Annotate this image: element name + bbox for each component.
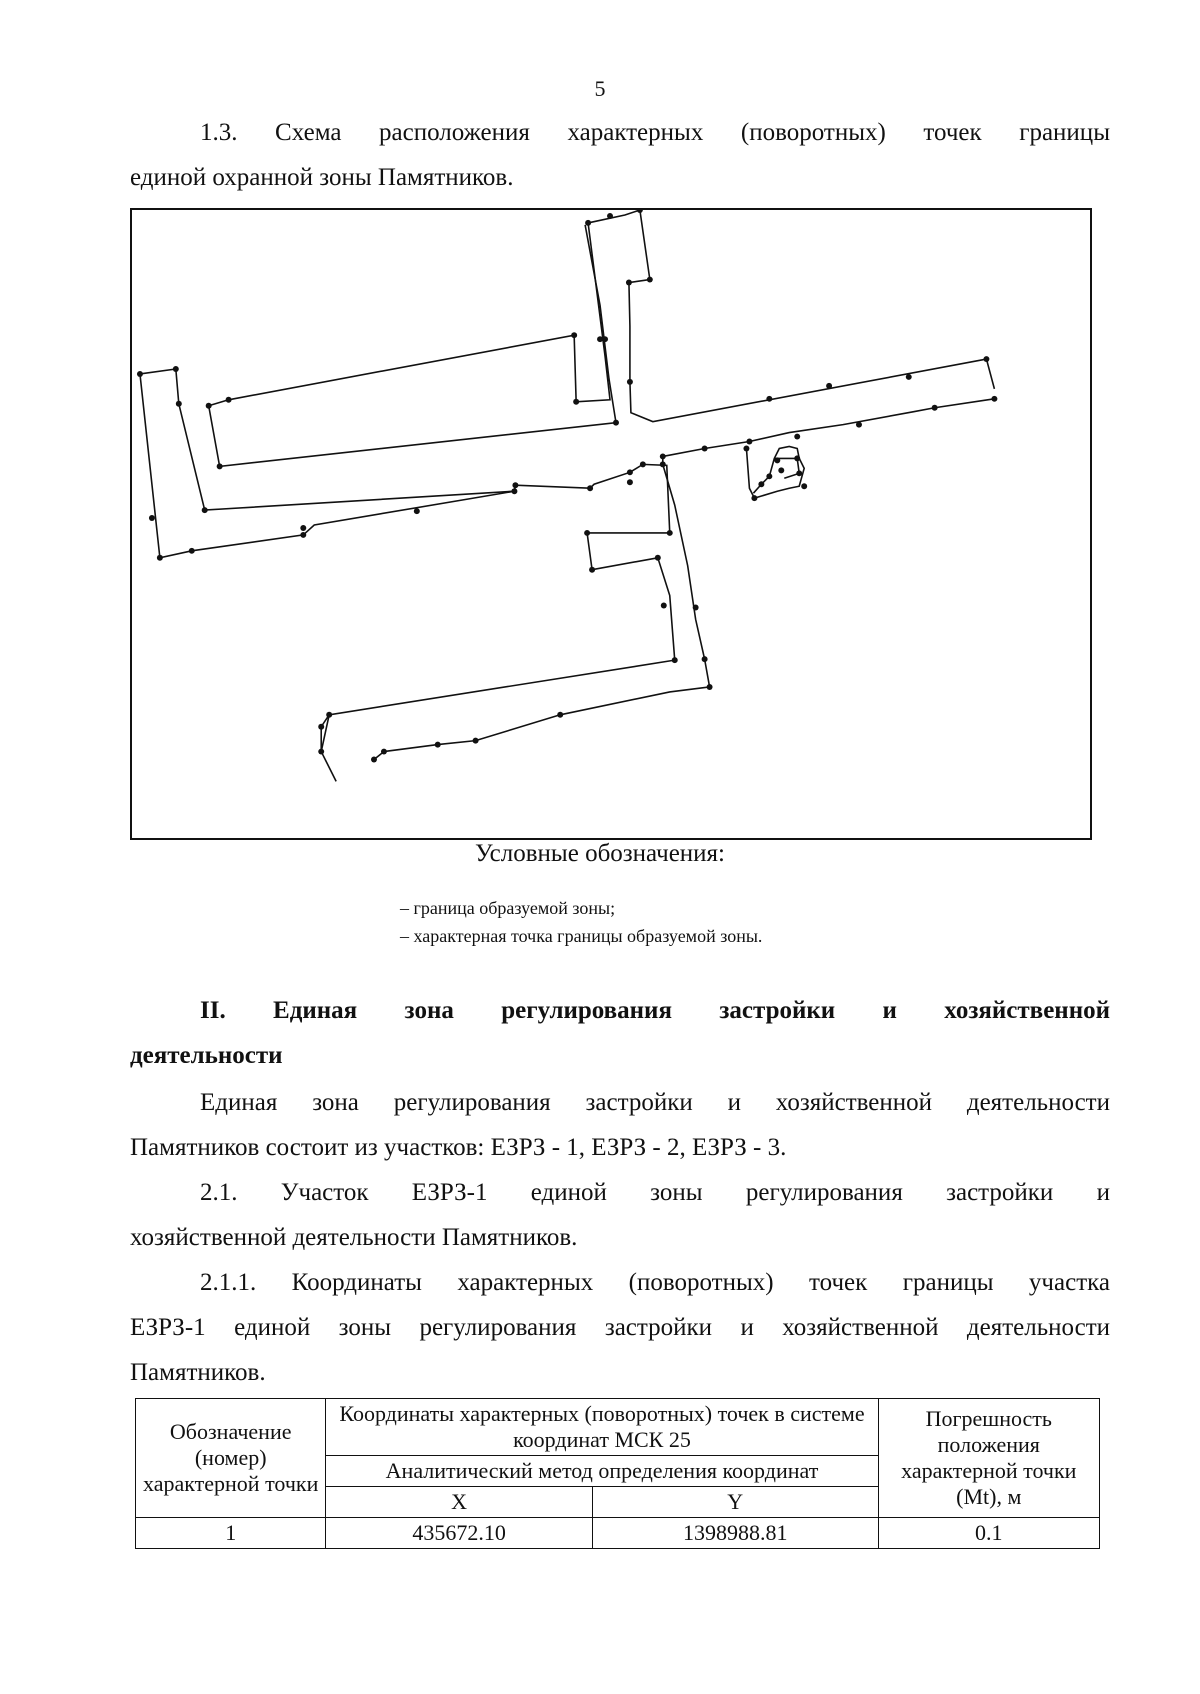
boundary-point [991, 396, 997, 402]
boundary-point [512, 482, 518, 488]
header-point-designation: Обозначение (номер) характерной точки [136, 1399, 326, 1518]
boundary-point [602, 336, 608, 342]
section-2-1-1-line-2: ЕЗРЗ-1 единой зоны регулирования застройки и хозяйственной деятельности [130, 1314, 1110, 1341]
boundary-outline [746, 446, 804, 498]
cell-mt: 0.1 [878, 1518, 1099, 1549]
boundary-map-svg [132, 210, 1090, 838]
boundary-point [794, 455, 800, 461]
boundary-point [202, 507, 208, 513]
header-coordinates: Координаты характерных (поворотных) точек в системе координат МСК 25 [326, 1399, 878, 1456]
boundary-point [640, 461, 646, 467]
boundary-point [149, 515, 155, 521]
boundary-point [206, 403, 212, 409]
boundary-point [826, 383, 832, 389]
section-1-3-line-1: 1.3. Схема расположения характерных (поворотных) точек границы [200, 119, 1110, 146]
boundary-point [932, 405, 938, 411]
boundary-point [173, 366, 179, 372]
boundary-point [627, 469, 633, 475]
boundary-point [856, 422, 862, 428]
boundary-points [137, 210, 997, 762]
boundary-point [758, 481, 764, 487]
boundary-point [571, 332, 577, 338]
boundary-point [157, 555, 163, 561]
boundary-outline [140, 369, 675, 781]
header-x: X [326, 1487, 592, 1518]
boundary-outline [140, 374, 514, 558]
boundary-point [751, 495, 757, 501]
boundary-point [672, 657, 678, 663]
boundary-point [778, 467, 784, 473]
boundary-point [801, 483, 807, 489]
boundary-outline [374, 464, 710, 759]
boundary-point [906, 374, 912, 380]
boundary-point [318, 749, 324, 755]
cell-x: 435672.10 [326, 1518, 592, 1549]
legend-boundary-point: – характерная точка границы образуемой зоны. [400, 926, 763, 946]
boundary-point [189, 548, 195, 554]
cell-point: 1 [136, 1518, 326, 1549]
legend-boundary-line: – граница образуемой зоны; [400, 898, 616, 918]
header-position-error: Погрешность положения характерной точки (Mt), м [878, 1399, 1099, 1518]
boundary-point [702, 656, 708, 662]
boundary-point [627, 479, 633, 485]
boundary-point [661, 603, 667, 609]
coordinates-table [135, 1398, 1100, 1549]
boundary-point [573, 399, 579, 405]
section-2-1-line-1: 2.1. Участок ЕЗРЗ-1 единой зоны регулирования застройки и [200, 1179, 1110, 1206]
boundary-point [647, 277, 653, 283]
boundary-point [627, 379, 633, 385]
section-2-1-1-line-3: Памятников. [130, 1359, 266, 1386]
boundary-point [587, 485, 593, 491]
boundary-point [660, 461, 666, 467]
boundary-point [589, 567, 595, 573]
section-1-3-line-2: единой охранной зоны Памятников. [130, 164, 514, 191]
cell-y: 1398988.81 [592, 1518, 878, 1549]
section-2-text-line-2: Памятников состоит из участков: ЕЗРЗ - 1, ЕЗРЗ - 2, ЕЗРЗ - 3. [130, 1134, 787, 1161]
boundary-point [707, 684, 713, 690]
boundary-point [746, 439, 752, 445]
boundary-point [743, 446, 749, 452]
boundary-point [626, 280, 632, 286]
boundary-point [176, 401, 182, 407]
boundary-point [584, 530, 590, 536]
boundary-point [473, 738, 479, 744]
boundary-point [300, 532, 306, 538]
boundary-point [613, 420, 619, 426]
boundary-point [702, 446, 708, 452]
boundary-point [585, 220, 591, 226]
section-2-heading [130, 988, 1110, 1078]
table-row [136, 1518, 1100, 1549]
header-method: Аналитический метод определения координат [326, 1456, 878, 1487]
boundary-point [796, 470, 802, 476]
section-2-1-line-2: хозяйственной деятельности Памятников. [130, 1224, 578, 1251]
boundary-point [318, 724, 324, 730]
section-1-3-paragraph [130, 110, 1110, 200]
boundary-point [226, 397, 232, 403]
section-2-1-paragraph [130, 1170, 1110, 1260]
boundary-point [766, 473, 772, 479]
boundary-point [794, 434, 800, 440]
boundary-point [381, 749, 387, 755]
boundary-point [655, 555, 661, 561]
boundary-point [667, 530, 673, 536]
boundary-point [660, 453, 666, 459]
section-2-heading-line-1: II. Единая зона регулирования застройки и хозяйственной [200, 997, 1110, 1024]
boundary-point [693, 604, 699, 610]
section-2-heading-line-2: деятельности [130, 1042, 283, 1069]
boundary-point [983, 356, 989, 362]
boundary-point [300, 525, 306, 531]
boundary-outline [209, 225, 616, 466]
boundary-point [607, 213, 613, 219]
boundary-point [557, 712, 563, 718]
boundary-point [637, 210, 643, 213]
section-2-1-1-line-1: 2.1.1. Координаты характерных (поворотных) точек границы участка [200, 1269, 1110, 1296]
page-number: 5 [594, 76, 606, 101]
boundary-point [217, 463, 223, 469]
zone-boundary-scheme [130, 208, 1092, 840]
boundary-point [326, 712, 332, 718]
boundary-lines [140, 210, 994, 781]
boundary-point [774, 457, 780, 463]
boundary-point [371, 757, 377, 763]
section-2-text-line-1: Единая зона регулирования застройки и хозяйственной деятельности [200, 1089, 1110, 1116]
boundary-point [137, 371, 143, 377]
section-2-paragraph [130, 1080, 1110, 1170]
boundary-outline [663, 399, 995, 465]
boundary-point [435, 742, 441, 748]
legend-title: Условные обозначения: [474, 840, 726, 867]
header-y: Y [592, 1487, 878, 1518]
boundary-point [511, 488, 517, 494]
boundary-point [414, 508, 420, 514]
boundary-point [766, 396, 772, 402]
section-2-1-1-paragraph [130, 1260, 1110, 1395]
